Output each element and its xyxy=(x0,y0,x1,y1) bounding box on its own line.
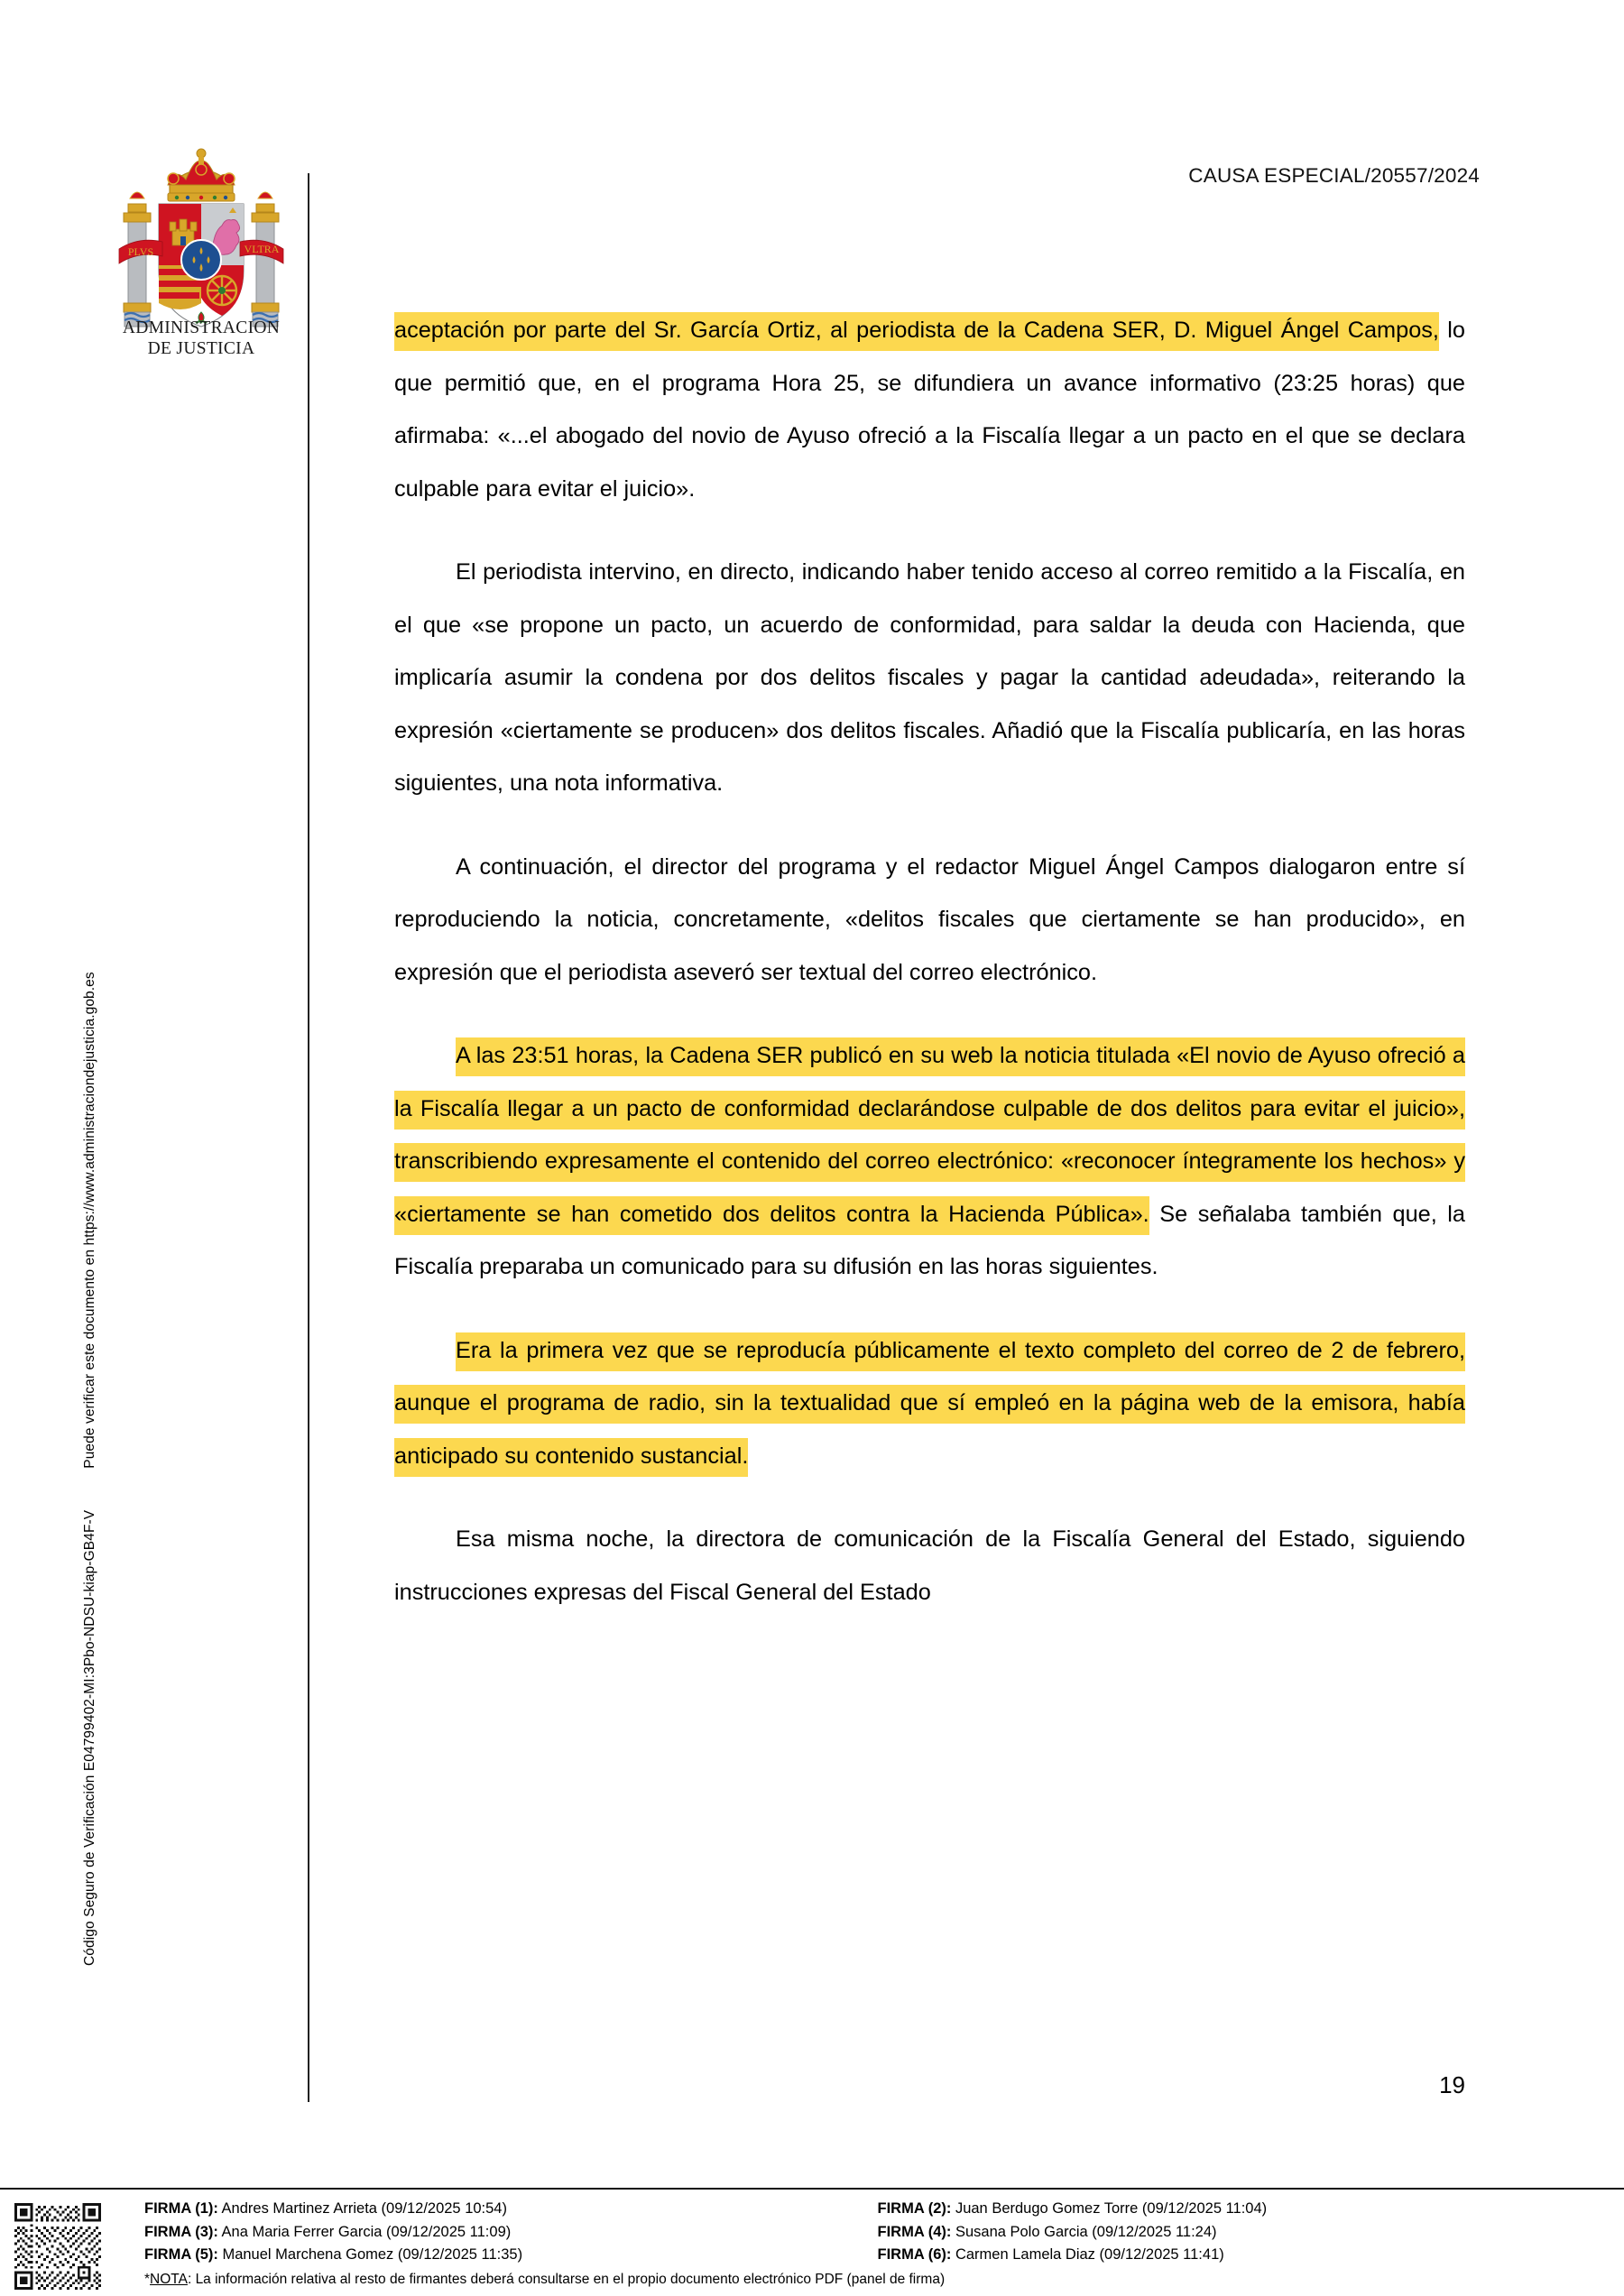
vertical-divider xyxy=(308,173,309,2102)
body-text: Se señalaba también que, la Fiscalía preparaba un comunicado para su difusión en las horas siguientes. xyxy=(394,1201,1465,1279)
qr-code-icon xyxy=(14,2203,101,2290)
footer-note-text: : La información relativa al resto de firmantes deberá consultarse en el propio documento electrónico PDF (panel de firma) xyxy=(187,2271,946,2287)
paragraph-2 xyxy=(394,546,1465,810)
body-text: lo que permitió que, en el programa Hora 25, se difundiera un avance informativo (23:25 horas) que afirmaba: «...el abogado del novio de Ayuso ofreció a la Fiscalía llegar a un pacto en el que se declara culpable para evitar el juicio». xyxy=(394,318,1466,502)
signature-4 xyxy=(878,2221,1611,2245)
paragraph-1 xyxy=(394,304,1465,515)
paragraph-4 xyxy=(394,1029,1465,1294)
csv-code: Código Seguro de Verificación E04799402-MI:3Pbo-NDSU-kiap-GB4F-V xyxy=(82,1509,97,1966)
signature-5-label: FIRMA (5): xyxy=(144,2246,218,2263)
body-text: A continuación, el director del programa y el redactor Miguel Ángel Campos dialogaron entre sí reproduciendo la noticia, concretamente, «delitos fiscales que ciertamente se han producido», en expresión que el periodista aseveró ser textual del correo electrónico. xyxy=(394,853,1465,985)
paragraph-6 xyxy=(394,1513,1465,1618)
body-text: El periodista intervino, en directo, indicando haber tenido acceso al correo remitido a la Fiscalía, en el que «se propone un pacto, un acuerdo de conformidad, para saldar la deuda con Hacienda, que implicaría asumir la condena por dos delitos fiscales y pagar la cantidad adeudada», reiterando la expresión «ciertamente se producen» dos delitos fiscales. Añadió que la Fiscalía publicaría, en las horas siguientes, una nota informativa. xyxy=(394,559,1465,796)
paragraph-3 xyxy=(394,841,1465,1000)
signature-4-value: Susana Polo Garcia (09/12/2025 11:24) xyxy=(951,2223,1217,2240)
signature-3-value: Ana Maria Ferrer Garcia (09/12/2025 11:09) xyxy=(217,2223,512,2240)
signature-3 xyxy=(144,2221,878,2245)
signature-row xyxy=(144,2244,1610,2267)
emblem-caption-line2: DE JUSTICIA xyxy=(147,339,255,358)
signature-row xyxy=(144,2198,1610,2221)
paragraph-5 xyxy=(394,1324,1465,1483)
footer-divider xyxy=(0,2188,1624,2190)
page-number: 19 xyxy=(1439,2071,1465,2098)
verification-strip xyxy=(0,0,97,2183)
signature-3-label: FIRMA (3): xyxy=(144,2223,218,2240)
csv-verify-url: Puede verificar este documento en https://www.administraciondejusticia.gob.es xyxy=(82,972,97,1469)
signature-4-label: FIRMA (4): xyxy=(877,2223,952,2240)
signature-1 xyxy=(144,2198,878,2221)
emblem-caption-line1: ADMINISTRACION xyxy=(122,318,281,337)
signature-row xyxy=(144,2221,1610,2245)
signature-2-label: FIRMA (2): xyxy=(877,2200,952,2217)
footer-note-label: NOTA xyxy=(150,2271,188,2287)
emblem-caption xyxy=(97,318,305,359)
verification-code-text xyxy=(82,89,98,2074)
highlighted-text: Era la primera vez que se reproducía públicamente el texto completo del correo de 2 de febrero, aunque el programa de radio, sin la textualidad que sí empleó en la página web de la emisora, había anticipado su contenido sustancial. xyxy=(394,1332,1465,1477)
signature-block xyxy=(144,2198,1610,2289)
motto-right: VLTRA xyxy=(244,243,280,255)
signature-2-value: Juan Berdugo Gomez Torre (09/12/2025 11:04) xyxy=(951,2200,1268,2217)
highlighted-text: aceptación por parte del Sr. García Ortiz, al periodista de la Cadena SER, D. Miguel Ángel Campos, xyxy=(394,312,1439,351)
signature-1-label: FIRMA (1): xyxy=(144,2200,218,2217)
highlighted-text: A las 23:51 horas, la Cadena SER publicó en su web la noticia titulada «El novio de Ayuso ofreció a la Fiscalía llegar a un pacto de conformidad declarándose culpable de dos delitos para evitar el juicio», transcribiendo expresamente el contenido del correo electrónico: «reconocer íntegramente los hechos» y «ciertamente se han cometido dos delitos contra la Hacienda Pública». xyxy=(394,1037,1465,1235)
signature-5 xyxy=(144,2244,878,2267)
signature-2 xyxy=(878,2198,1611,2221)
signature-1-value: Andres Martinez Arrieta (09/12/2025 10:54) xyxy=(217,2200,507,2217)
motto-left: PLVS xyxy=(127,245,154,258)
footer-note-star: * xyxy=(144,2271,151,2287)
document-body xyxy=(394,304,1465,1618)
signature-5-value: Manuel Marchena Gomez (09/12/2025 11:35) xyxy=(217,2246,523,2263)
signature-6 xyxy=(878,2244,1611,2267)
signature-6-label: FIRMA (6): xyxy=(877,2246,952,2263)
case-number-header: CAUSA ESPECIAL/20557/2024 xyxy=(1188,164,1480,187)
footer-note xyxy=(144,2271,1610,2289)
signature-6-value: Carmen Lamela Diaz (09/12/2025 11:41) xyxy=(951,2246,1224,2263)
body-text: Esa misma noche, la directora de comunicación de la Fiscalía General del Estado, siguiendo instrucciones expresas del Fiscal General del Estado xyxy=(394,1526,1465,1605)
